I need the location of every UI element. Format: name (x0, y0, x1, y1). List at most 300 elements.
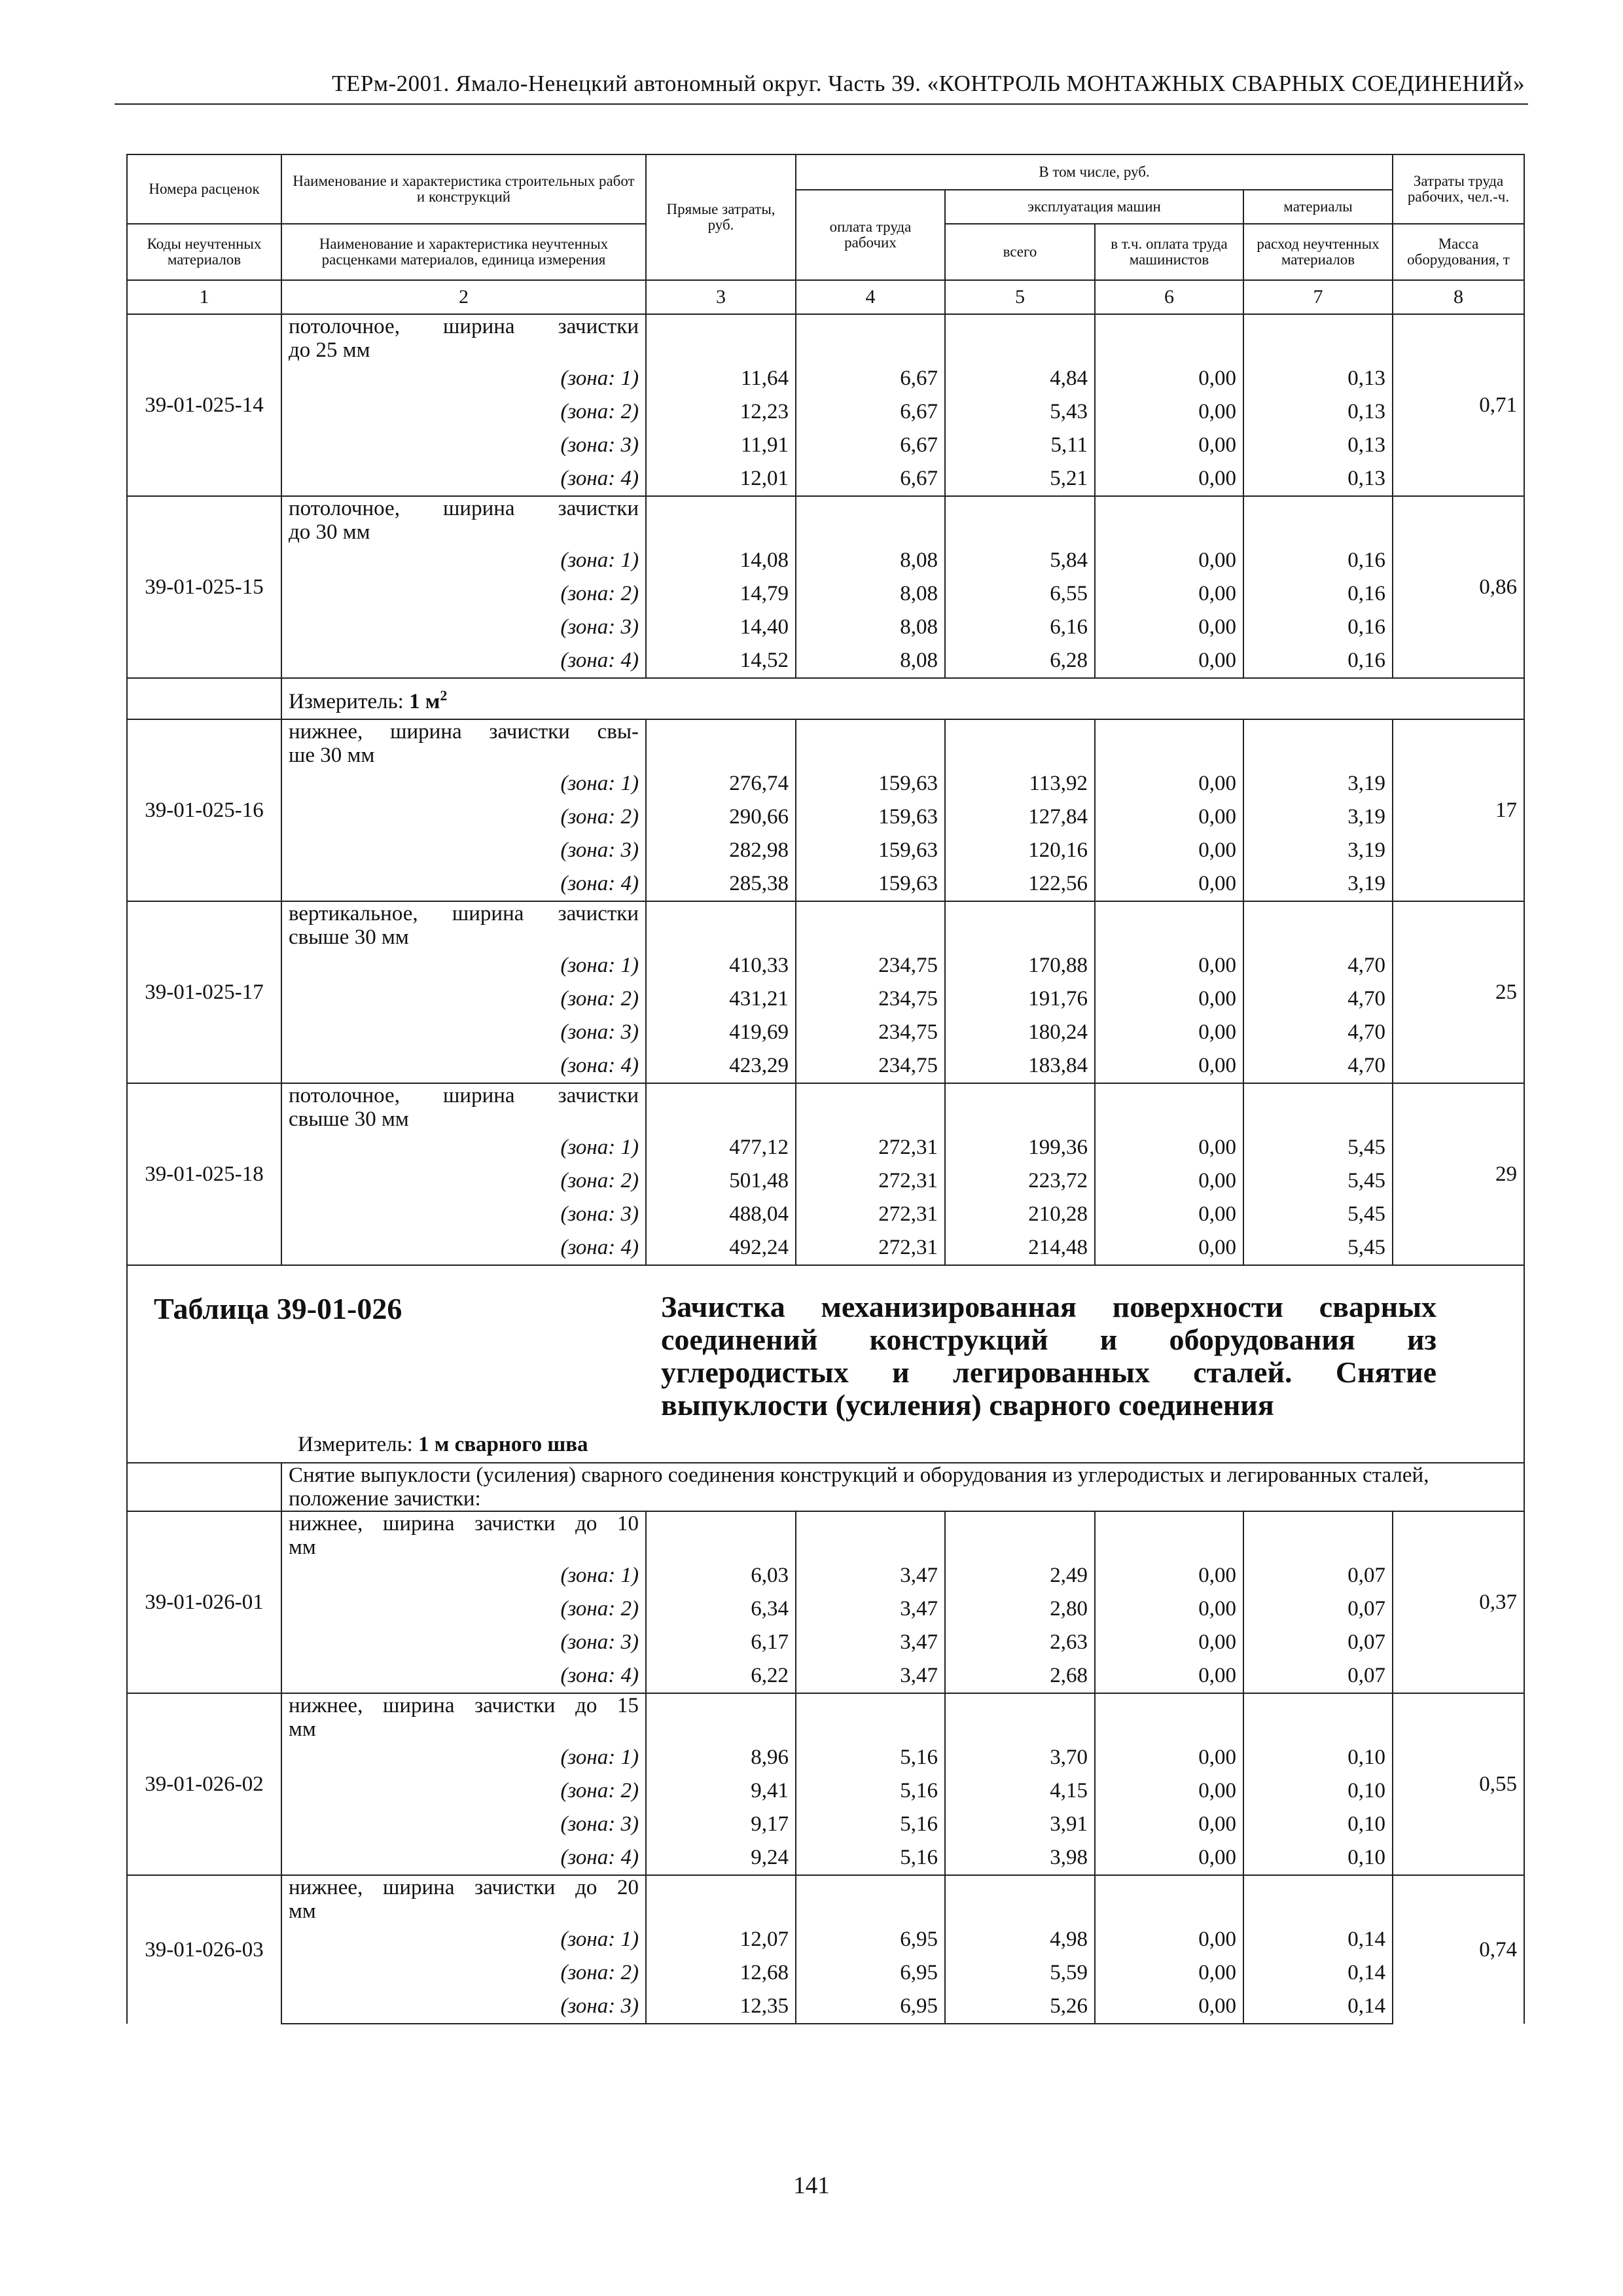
operator-wages: 0,00 (1095, 1131, 1243, 1164)
zone-label: (зона: 1) (281, 767, 646, 800)
materials: 3,19 (1243, 867, 1393, 901)
operator-wages: 0,00 (1095, 362, 1243, 395)
machines-total: 183,84 (945, 1049, 1095, 1083)
worker-wages: 6,95 (796, 1923, 945, 1956)
worker-wages: 5,16 (796, 1841, 945, 1875)
empty-cell (945, 1693, 1095, 1741)
empty-cell (1095, 314, 1243, 362)
table-number: Таблица 39-01-026 (154, 1292, 402, 1325)
zone-label: (зона: 2) (281, 577, 646, 611)
zone-row (127, 1741, 1524, 1774)
zone-label: (зона: 2) (281, 1592, 646, 1626)
empty-cell (646, 1693, 796, 1741)
zone-label: (зона: 2) (281, 1774, 646, 1808)
materials: 0,10 (1243, 1841, 1393, 1875)
empty-cell (1095, 496, 1243, 544)
empty-cell (796, 1875, 945, 1923)
empty-cell (796, 1083, 945, 1131)
zone-row (127, 1231, 1524, 1265)
machines-total: 223,72 (945, 1164, 1095, 1198)
machines-total: 6,28 (945, 644, 1095, 678)
column-number: 1 (127, 280, 281, 314)
description-line: свыше 30 мм (289, 925, 409, 949)
materials: 0,07 (1243, 1592, 1393, 1626)
zone-label: (зона: 3) (281, 1016, 646, 1049)
empty-cell (646, 314, 796, 362)
worker-wages: 3,47 (796, 1559, 945, 1592)
labor-cost: 0,74 (1393, 1875, 1524, 2024)
worker-wages: 234,75 (796, 1049, 945, 1083)
rate-row (127, 496, 1524, 544)
materials: 0,13 (1243, 462, 1393, 496)
machines-total: 5,43 (945, 395, 1095, 429)
worker-wages: 234,75 (796, 1016, 945, 1049)
measurer-value: 1 м (409, 690, 440, 713)
labor-cost: 17 (1393, 719, 1524, 901)
zone-label: (зона: 4) (281, 644, 646, 678)
materials: 5,45 (1243, 1131, 1393, 1164)
worker-wages: 272,31 (796, 1231, 945, 1265)
direct-costs: 477,12 (646, 1131, 796, 1164)
empty-cell (796, 719, 945, 767)
empty-cell (1243, 1875, 1393, 1923)
measurer-row (127, 678, 1524, 719)
worker-wages: 5,16 (796, 1774, 945, 1808)
machines-total: 5,26 (945, 1990, 1095, 2024)
operator-wages: 0,00 (1095, 1659, 1243, 1693)
worker-wages: 6,95 (796, 1990, 945, 2024)
rate-description (281, 1875, 646, 1923)
labor-cost: 25 (1393, 901, 1524, 1083)
machines-total: 4,84 (945, 362, 1095, 395)
operator-wages: 0,00 (1095, 1990, 1243, 2024)
worker-wages: 234,75 (796, 949, 945, 982)
worker-wages: 272,31 (796, 1198, 945, 1231)
rate-code: 39-01-025-15 (127, 496, 281, 678)
running-head: ТЕРм-2001. Ямало-Ненецкий автономный округ. Часть 39. «КОНТРОЛЬ МОНТАЖНЫХ СВАРНЫХ СОЕДИНЕНИЙ» (332, 71, 1525, 96)
rate-description (281, 719, 646, 767)
description-line: мм (289, 1899, 316, 1923)
description-line: до 30 мм (289, 520, 370, 544)
rate-code: 39-01-026-01 (127, 1511, 281, 1693)
empty-cell (646, 1875, 796, 1923)
operator-wages: 0,00 (1095, 982, 1243, 1016)
measurer (281, 678, 1524, 719)
zone-row (127, 1956, 1524, 1990)
machines-total: 122,56 (945, 867, 1095, 901)
operator-wages: 0,00 (1095, 1741, 1243, 1774)
column-number: 8 (1393, 280, 1524, 314)
direct-costs: 488,04 (646, 1198, 796, 1231)
direct-costs: 12,68 (646, 1956, 796, 1990)
materials: 0,07 (1243, 1626, 1393, 1659)
empty-cell (1243, 314, 1393, 362)
worker-wages: 159,63 (796, 834, 945, 867)
empty-cell (127, 1463, 281, 1511)
column-number: 7 (1243, 280, 1393, 314)
zone-label: (зона: 3) (281, 1198, 646, 1231)
machines-total: 2,63 (945, 1626, 1095, 1659)
empty-cell (1095, 1511, 1243, 1559)
zone-label: (зона: 4) (281, 1231, 646, 1265)
machines-total: 2,68 (945, 1659, 1095, 1693)
header-worker-wages: оплата труда рабочих (796, 190, 945, 280)
materials: 0,13 (1243, 362, 1393, 395)
rate-description (281, 1511, 646, 1559)
materials: 0,07 (1243, 1559, 1393, 1592)
direct-costs: 12,23 (646, 395, 796, 429)
page-number: 141 (793, 2172, 830, 2199)
materials: 0,16 (1243, 577, 1393, 611)
worker-wages: 8,08 (796, 611, 945, 644)
zone-row (127, 1923, 1524, 1956)
zone-label: (зона: 1) (281, 1559, 646, 1592)
labor-cost: 29 (1393, 1083, 1524, 1265)
header-unaccounted-materials: расход неучтенных материалов (1243, 224, 1393, 280)
description-line: свыше 30 мм (289, 1107, 409, 1131)
zone-label: (зона: 4) (281, 1659, 646, 1693)
empty-cell (646, 496, 796, 544)
machines-total: 4,15 (945, 1774, 1095, 1808)
worker-wages: 6,67 (796, 395, 945, 429)
materials: 5,45 (1243, 1231, 1393, 1265)
measurer-exponent: 2 (440, 687, 448, 704)
worker-wages: 3,47 (796, 1592, 945, 1626)
direct-costs: 9,24 (646, 1841, 796, 1875)
operator-wages: 0,00 (1095, 1164, 1243, 1198)
materials: 0,13 (1243, 429, 1393, 462)
direct-costs: 6,17 (646, 1626, 796, 1659)
zone-row (127, 1659, 1524, 1693)
machines-total: 5,11 (945, 429, 1095, 462)
empty-cell (796, 901, 945, 949)
header-material-name: Наименование и характеристика неучтенных расценками материалов, единица измерения (281, 224, 646, 280)
table-title-cell (127, 1265, 1524, 1463)
rate-description (281, 496, 646, 544)
worker-wages: 6,67 (796, 462, 945, 496)
worker-wages: 159,63 (796, 867, 945, 901)
description-line: потолочное, ширина зачистки (289, 315, 639, 338)
zone-row (127, 395, 1524, 429)
zone-row (127, 867, 1524, 901)
zone-row (127, 982, 1524, 1016)
operator-wages: 0,00 (1095, 577, 1243, 611)
empty-cell (796, 1511, 945, 1559)
direct-costs: 9,41 (646, 1774, 796, 1808)
machines-total: 6,55 (945, 577, 1095, 611)
zone-row (127, 1131, 1524, 1164)
materials: 0,10 (1243, 1774, 1393, 1808)
header-labor-costs: Затраты труда рабочих, чел.-ч. (1393, 154, 1524, 224)
direct-costs: 6,34 (646, 1592, 796, 1626)
rate-row (127, 1693, 1524, 1741)
rate-code: 39-01-025-17 (127, 901, 281, 1083)
zone-row (127, 1990, 1524, 2024)
header-equipment-mass: Масса оборудования, т (1393, 224, 1524, 280)
operator-wages: 0,00 (1095, 395, 1243, 429)
description-line: нижнее, ширина зачистки до 15 (289, 1694, 639, 1717)
empty-cell (1095, 1875, 1243, 1923)
labor-cost: 0,71 (1393, 314, 1524, 496)
direct-costs: 11,64 (646, 362, 796, 395)
materials: 0,14 (1243, 1923, 1393, 1956)
zone-label: (зона: 2) (281, 1164, 646, 1198)
empty-cell (1095, 1693, 1243, 1741)
labor-cost: 0,55 (1393, 1693, 1524, 1875)
rate-row (127, 1875, 1524, 1923)
header-machine-operation: эксплуатация машин (945, 190, 1243, 224)
measurer-label: Измеритель: (289, 690, 404, 713)
materials: 0,14 (1243, 1956, 1393, 1990)
empty-cell (1095, 1083, 1243, 1131)
machines-total: 170,88 (945, 949, 1095, 982)
direct-costs: 501,48 (646, 1164, 796, 1198)
operator-wages: 0,00 (1095, 1198, 1243, 1231)
zone-label: (зона: 4) (281, 1841, 646, 1875)
zone-label: (зона: 4) (281, 1049, 646, 1083)
rate-description (281, 1083, 646, 1131)
machines-total: 6,16 (945, 611, 1095, 644)
empty-cell (646, 901, 796, 949)
worker-wages: 6,67 (796, 362, 945, 395)
header-work-name: Наименование и характеристика строительных работ и конструкций (281, 154, 646, 224)
empty-cell (646, 1511, 796, 1559)
direct-costs: 12,01 (646, 462, 796, 496)
empty-cell (796, 496, 945, 544)
zone-row (127, 949, 1524, 982)
empty-cell (1243, 1511, 1393, 1559)
zone-row (127, 834, 1524, 867)
machines-total: 120,16 (945, 834, 1095, 867)
zone-row (127, 1016, 1524, 1049)
direct-costs: 282,98 (646, 834, 796, 867)
zone-label: (зона: 4) (281, 867, 646, 901)
zone-label: (зона: 1) (281, 362, 646, 395)
zone-row (127, 1592, 1524, 1626)
zone-label: (зона: 1) (281, 1741, 646, 1774)
zone-label: (зона: 3) (281, 429, 646, 462)
measurer-value: 1 м сварного шва (418, 1433, 588, 1456)
rate-description (281, 314, 646, 362)
materials: 3,19 (1243, 800, 1393, 834)
rate-code: 39-01-026-03 (127, 1875, 281, 2024)
operator-wages: 0,00 (1095, 611, 1243, 644)
empty-cell (945, 314, 1095, 362)
rate-row (127, 1511, 1524, 1559)
column-number: 6 (1095, 280, 1243, 314)
operator-wages: 0,00 (1095, 1626, 1243, 1659)
operator-wages: 0,00 (1095, 1923, 1243, 1956)
machines-total: 199,36 (945, 1131, 1095, 1164)
empty-cell (127, 678, 281, 719)
worker-wages: 3,47 (796, 1626, 945, 1659)
description-line: нижнее, ширина зачистки свы- (289, 720, 639, 744)
direct-costs: 285,38 (646, 867, 796, 901)
materials: 0,07 (1243, 1659, 1393, 1693)
operator-wages: 0,00 (1095, 1841, 1243, 1875)
zone-row (127, 1559, 1524, 1592)
measurer-label: Измеритель: (298, 1433, 413, 1456)
machines-total: 5,84 (945, 544, 1095, 577)
materials: 0,14 (1243, 1990, 1393, 2024)
description-line: потолочное, ширина зачистки (289, 1084, 639, 1107)
table-header (127, 154, 1524, 314)
zone-label: (зона: 1) (281, 1131, 646, 1164)
materials: 0,16 (1243, 544, 1393, 577)
zone-row (127, 1164, 1524, 1198)
empty-cell (1095, 719, 1243, 767)
direct-costs: 14,40 (646, 611, 796, 644)
zone-row (127, 1049, 1524, 1083)
materials: 0,16 (1243, 644, 1393, 678)
machines-total: 3,98 (945, 1841, 1095, 1875)
direct-costs: 9,17 (646, 1808, 796, 1841)
operator-wages: 0,00 (1095, 462, 1243, 496)
materials: 4,70 (1243, 949, 1393, 982)
materials: 4,70 (1243, 1016, 1393, 1049)
labor-cost: 0,37 (1393, 1511, 1524, 1693)
machines-total: 210,28 (945, 1198, 1095, 1231)
zone-row (127, 1808, 1524, 1841)
rate-code: 39-01-025-14 (127, 314, 281, 496)
worker-wages: 234,75 (796, 982, 945, 1016)
description-line: нижнее, ширина зачистки до 20 (289, 1876, 639, 1899)
empty-cell (945, 719, 1095, 767)
operator-wages: 0,00 (1095, 1592, 1243, 1626)
machines-total: 127,84 (945, 800, 1095, 834)
zone-row (127, 611, 1524, 644)
machines-total: 2,80 (945, 1592, 1095, 1626)
empty-cell (1243, 496, 1393, 544)
machines-total: 3,70 (945, 1741, 1095, 1774)
direct-costs: 6,22 (646, 1659, 796, 1693)
direct-costs: 14,52 (646, 644, 796, 678)
direct-costs: 431,21 (646, 982, 796, 1016)
zone-label: (зона: 2) (281, 1956, 646, 1990)
materials: 5,45 (1243, 1198, 1393, 1231)
direct-costs: 12,35 (646, 1990, 796, 2024)
rate-code: 39-01-026-02 (127, 1693, 281, 1875)
materials: 0,10 (1243, 1741, 1393, 1774)
materials: 4,70 (1243, 1049, 1393, 1083)
header-rate-numbers: Номера расценок (127, 154, 281, 224)
worker-wages: 8,08 (796, 544, 945, 577)
description-line: мм (289, 1717, 316, 1741)
zone-label: (зона: 3) (281, 611, 646, 644)
column-number: 4 (796, 280, 945, 314)
zone-label: (зона: 3) (281, 1990, 646, 2024)
description-line: до 25 мм (289, 338, 370, 362)
worker-wages: 159,63 (796, 800, 945, 834)
machines-total: 5,21 (945, 462, 1095, 496)
zone-label: (зона: 2) (281, 982, 646, 1016)
direct-costs: 14,79 (646, 577, 796, 611)
header-including: В том числе, руб. (796, 154, 1393, 190)
machines-total: 2,49 (945, 1559, 1095, 1592)
header-machines-total: всего (945, 224, 1095, 280)
zone-row (127, 644, 1524, 678)
machines-total: 191,76 (945, 982, 1095, 1016)
empty-cell (1243, 719, 1393, 767)
materials: 5,45 (1243, 1164, 1393, 1198)
description-line: нижнее, ширина зачистки до 10 (289, 1512, 639, 1535)
description-line: ше 30 мм (289, 744, 375, 767)
header-direct-costs: Прямые затраты, руб. (646, 154, 796, 280)
worker-wages: 272,31 (796, 1131, 945, 1164)
empty-cell (945, 901, 1095, 949)
zone-label: (зона: 1) (281, 949, 646, 982)
rate-code: 39-01-025-18 (127, 1083, 281, 1265)
empty-cell (646, 719, 796, 767)
empty-cell (796, 314, 945, 362)
empty-cell (945, 1875, 1095, 1923)
column-number: 3 (646, 280, 796, 314)
section-heading: Снятие выпуклости (усиления) сварного соединения конструкций и оборудования из углеродистых и легированных сталей, положение зачистки: (281, 1463, 1524, 1511)
operator-wages: 0,00 (1095, 767, 1243, 800)
direct-costs: 14,08 (646, 544, 796, 577)
zone-row (127, 429, 1524, 462)
header-rule (115, 103, 1528, 105)
operator-wages: 0,00 (1095, 1231, 1243, 1265)
rate-code: 39-01-025-16 (127, 719, 281, 901)
zone-label: (зона: 3) (281, 1808, 646, 1841)
materials: 0,10 (1243, 1808, 1393, 1841)
zone-row (127, 462, 1524, 496)
empty-cell (1243, 1693, 1393, 1741)
zone-row (127, 1626, 1524, 1659)
description-line: мм (289, 1535, 316, 1559)
zone-row (127, 362, 1524, 395)
direct-costs: 423,29 (646, 1049, 796, 1083)
empty-cell (1243, 901, 1393, 949)
operator-wages: 0,00 (1095, 800, 1243, 834)
operator-wages: 0,00 (1095, 544, 1243, 577)
worker-wages: 6,95 (796, 1956, 945, 1990)
machines-total: 180,24 (945, 1016, 1095, 1049)
labor-cost: 0,86 (1393, 496, 1524, 678)
operator-wages: 0,00 (1095, 1049, 1243, 1083)
table-measurer (298, 1428, 588, 1462)
worker-wages: 159,63 (796, 767, 945, 800)
direct-costs: 12,07 (646, 1923, 796, 1956)
zone-row (127, 577, 1524, 611)
worker-wages: 3,47 (796, 1659, 945, 1693)
worker-wages: 272,31 (796, 1164, 945, 1198)
zone-label: (зона: 1) (281, 1923, 646, 1956)
direct-costs: 276,74 (646, 767, 796, 800)
rate-row (127, 314, 1524, 362)
empty-cell (1095, 901, 1243, 949)
direct-costs: 419,69 (646, 1016, 796, 1049)
direct-costs: 410,33 (646, 949, 796, 982)
operator-wages: 0,00 (1095, 429, 1243, 462)
header-material-codes: Коды неучтенных материалов (127, 224, 281, 280)
operator-wages: 0,00 (1095, 1808, 1243, 1841)
direct-costs: 6,03 (646, 1559, 796, 1592)
materials: 4,70 (1243, 982, 1393, 1016)
zone-row (127, 1841, 1524, 1875)
price-table (126, 154, 1525, 2024)
section-row (127, 1463, 1524, 1511)
materials: 3,19 (1243, 767, 1393, 800)
column-number: 5 (945, 280, 1095, 314)
machines-total: 3,91 (945, 1808, 1095, 1841)
operator-wages: 0,00 (1095, 867, 1243, 901)
worker-wages: 6,67 (796, 429, 945, 462)
empty-cell (796, 1693, 945, 1741)
empty-cell (945, 496, 1095, 544)
column-number: 2 (281, 280, 646, 314)
